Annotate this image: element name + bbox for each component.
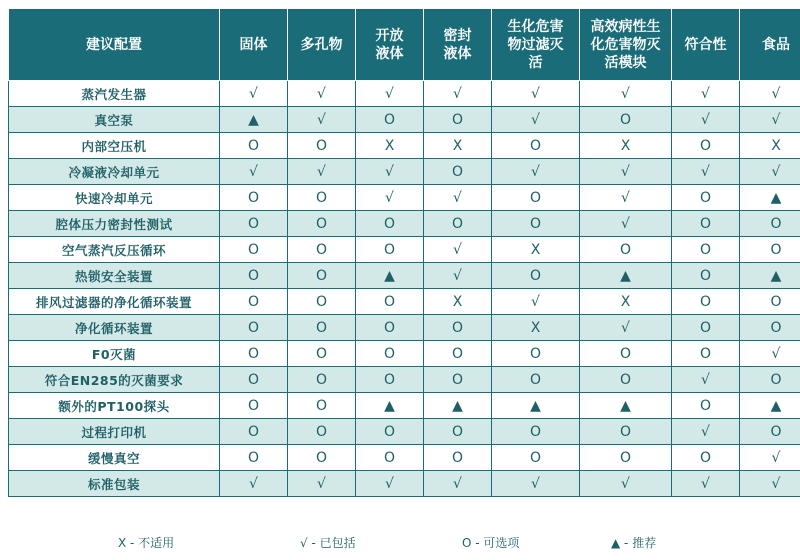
table-cell: X <box>580 133 672 159</box>
table-cell: √ <box>492 159 580 185</box>
table-cell: √ <box>740 471 800 497</box>
table-body <box>9 81 800 497</box>
row-label: 净化循环装置 <box>9 315 220 341</box>
table-cell: O <box>672 445 740 471</box>
table-cell: √ <box>356 471 424 497</box>
table-cell: O <box>672 237 740 263</box>
table-cell: O <box>740 315 800 341</box>
table-row <box>9 289 800 315</box>
table-cell: ▲ <box>424 393 492 419</box>
table-cell: O <box>580 107 672 133</box>
table-row <box>9 263 800 289</box>
row-label: 快速冷却单元 <box>9 185 220 211</box>
row-label: 缓慢真空 <box>9 445 220 471</box>
table-cell: O <box>672 133 740 159</box>
table-cell: O <box>220 393 288 419</box>
table-cell: O <box>288 341 356 367</box>
legend-recommended: ▲ - 推荐 <box>611 536 657 550</box>
table-cell: √ <box>492 81 580 107</box>
table-cell: √ <box>580 211 672 237</box>
table-cell: O <box>740 289 800 315</box>
table-cell: O <box>424 367 492 393</box>
table-row <box>9 341 800 367</box>
table-cell: √ <box>672 367 740 393</box>
table-cell: √ <box>356 81 424 107</box>
table-row <box>9 445 800 471</box>
table-cell: O <box>672 341 740 367</box>
table-row <box>9 211 800 237</box>
table-cell: √ <box>220 81 288 107</box>
table-cell: O <box>220 419 288 445</box>
table-cell: √ <box>740 341 800 367</box>
table-cell: √ <box>492 107 580 133</box>
header-cell: 密封 液体 <box>424 9 492 81</box>
table-cell: O <box>356 289 424 315</box>
table-header-row <box>9 9 800 81</box>
table-cell: √ <box>740 81 800 107</box>
table-cell: O <box>288 237 356 263</box>
table-cell: √ <box>580 315 672 341</box>
table-cell: O <box>672 211 740 237</box>
table-cell: O <box>492 341 580 367</box>
header-cell: 食品 <box>740 9 800 81</box>
table-cell: O <box>220 185 288 211</box>
table-cell: √ <box>580 471 672 497</box>
table-cell: X <box>424 133 492 159</box>
table-cell: X <box>492 237 580 263</box>
table-cell: O <box>356 315 424 341</box>
header-cell: 高效病性生 化危害物灭 活模块 <box>580 9 672 81</box>
table-cell: √ <box>672 419 740 445</box>
row-label: 蒸汽发生器 <box>9 81 220 107</box>
header-cell: 开放 液体 <box>356 9 424 81</box>
table-cell: O <box>288 367 356 393</box>
table-cell: √ <box>288 81 356 107</box>
row-label: 过程打印机 <box>9 419 220 445</box>
table-cell: O <box>424 341 492 367</box>
table-cell: √ <box>672 159 740 185</box>
configuration-table-wrapper <box>8 8 792 497</box>
table-cell: X <box>580 289 672 315</box>
table-cell: ▲ <box>356 263 424 289</box>
table-cell: O <box>220 237 288 263</box>
table-cell: √ <box>356 159 424 185</box>
table-cell: O <box>288 445 356 471</box>
table-cell: √ <box>580 81 672 107</box>
table-cell: √ <box>740 107 800 133</box>
table-cell: O <box>424 445 492 471</box>
row-label: 冷凝液冷却单元 <box>9 159 220 185</box>
table-cell: O <box>220 289 288 315</box>
table-cell: O <box>740 367 800 393</box>
table-row <box>9 393 800 419</box>
table-cell: √ <box>740 159 800 185</box>
table-cell: O <box>288 289 356 315</box>
table-cell: √ <box>288 471 356 497</box>
table-cell: ▲ <box>740 263 800 289</box>
table-cell: O <box>672 289 740 315</box>
table-cell: X <box>356 133 424 159</box>
table-row <box>9 471 800 497</box>
table-cell: O <box>220 211 288 237</box>
table-cell: O <box>740 419 800 445</box>
table-cell: O <box>492 211 580 237</box>
table-cell: O <box>672 315 740 341</box>
header-cell: 建议配置 <box>9 9 220 81</box>
table-cell: √ <box>424 471 492 497</box>
table-cell: O <box>356 419 424 445</box>
table-cell: √ <box>356 185 424 211</box>
table-cell: X <box>740 133 800 159</box>
table-cell: O <box>288 393 356 419</box>
table-row <box>9 185 800 211</box>
table-cell: ▲ <box>740 393 800 419</box>
legend-included: √ - 已包括 <box>300 536 356 550</box>
table-cell: √ <box>492 289 580 315</box>
row-label: 腔体压力密封性测试 <box>9 211 220 237</box>
row-label: 空气蒸汽反压循环 <box>9 237 220 263</box>
table-cell: O <box>356 341 424 367</box>
table-cell: √ <box>672 81 740 107</box>
table-cell: X <box>492 315 580 341</box>
table-cell: O <box>424 159 492 185</box>
table-cell: ▲ <box>580 393 672 419</box>
legend-optional: O - 可选项 <box>462 536 520 550</box>
table-cell: O <box>492 263 580 289</box>
table-cell: ▲ <box>580 263 672 289</box>
table-cell: √ <box>672 107 740 133</box>
table-row <box>9 81 800 107</box>
row-label: 额外的PT100探头 <box>9 393 220 419</box>
table-cell: X <box>424 289 492 315</box>
row-label: 排风过滤器的净化循环装置 <box>9 289 220 315</box>
table-cell: √ <box>220 159 288 185</box>
table-cell: √ <box>288 159 356 185</box>
table-cell: O <box>424 107 492 133</box>
table-cell: O <box>220 367 288 393</box>
table-cell: √ <box>740 445 800 471</box>
table-cell: √ <box>580 159 672 185</box>
table-row <box>9 315 800 341</box>
table-cell: O <box>492 133 580 159</box>
table-cell: O <box>580 237 672 263</box>
table-cell: ▲ <box>740 185 800 211</box>
table-cell: O <box>580 445 672 471</box>
row-label: F0灭菌 <box>9 341 220 367</box>
table-row <box>9 419 800 445</box>
row-label: 符合EN285的灭菌要求 <box>9 367 220 393</box>
header-cell: 多孔物 <box>288 9 356 81</box>
table-cell: O <box>424 211 492 237</box>
table-cell: O <box>580 419 672 445</box>
table-cell: O <box>492 419 580 445</box>
table-cell: √ <box>424 237 492 263</box>
row-label: 热锁安全装置 <box>9 263 220 289</box>
table-cell: O <box>672 185 740 211</box>
table-cell: O <box>356 445 424 471</box>
table-cell: O <box>356 107 424 133</box>
table-cell: O <box>740 211 800 237</box>
table-cell: √ <box>424 81 492 107</box>
table-cell: O <box>580 341 672 367</box>
table-cell: O <box>220 133 288 159</box>
table-cell: O <box>288 185 356 211</box>
header-cell: 生化危害 物过滤灭 活 <box>492 9 580 81</box>
table-cell: √ <box>492 471 580 497</box>
row-label: 真空泵 <box>9 107 220 133</box>
table-cell: O <box>220 315 288 341</box>
table-cell: O <box>740 237 800 263</box>
table-cell: ▲ <box>492 393 580 419</box>
table-cell: O <box>288 419 356 445</box>
legend <box>0 534 800 554</box>
table-cell: √ <box>424 263 492 289</box>
table-cell: O <box>492 445 580 471</box>
table-cell: O <box>356 367 424 393</box>
table-cell: O <box>580 367 672 393</box>
table-cell: ▲ <box>356 393 424 419</box>
table-cell: √ <box>672 471 740 497</box>
table-cell: √ <box>288 107 356 133</box>
table-cell: O <box>288 315 356 341</box>
table-cell: O <box>356 211 424 237</box>
table-cell: √ <box>220 471 288 497</box>
table-cell: O <box>424 315 492 341</box>
table-cell: √ <box>424 185 492 211</box>
row-label: 内部空压机 <box>9 133 220 159</box>
table-row <box>9 107 800 133</box>
table-cell: O <box>672 263 740 289</box>
table-cell: O <box>672 393 740 419</box>
table-cell: O <box>492 185 580 211</box>
table-cell: O <box>220 341 288 367</box>
header-cell: 符合性 <box>672 9 740 81</box>
table-row <box>9 159 800 185</box>
table-row <box>9 237 800 263</box>
configuration-table <box>8 8 800 497</box>
header-cell: 固体 <box>220 9 288 81</box>
table-cell: O <box>220 263 288 289</box>
table-cell: O <box>424 419 492 445</box>
table-cell: O <box>356 237 424 263</box>
row-label: 标准包装 <box>9 471 220 497</box>
table-cell: O <box>288 211 356 237</box>
table-row <box>9 133 800 159</box>
table-row <box>9 367 800 393</box>
table-cell: O <box>220 445 288 471</box>
table-cell: O <box>288 263 356 289</box>
legend-not-applicable: X - 不适用 <box>118 536 175 550</box>
table-cell: √ <box>580 185 672 211</box>
table-cell: O <box>492 367 580 393</box>
table-cell: ▲ <box>220 107 288 133</box>
table-cell: O <box>288 133 356 159</box>
